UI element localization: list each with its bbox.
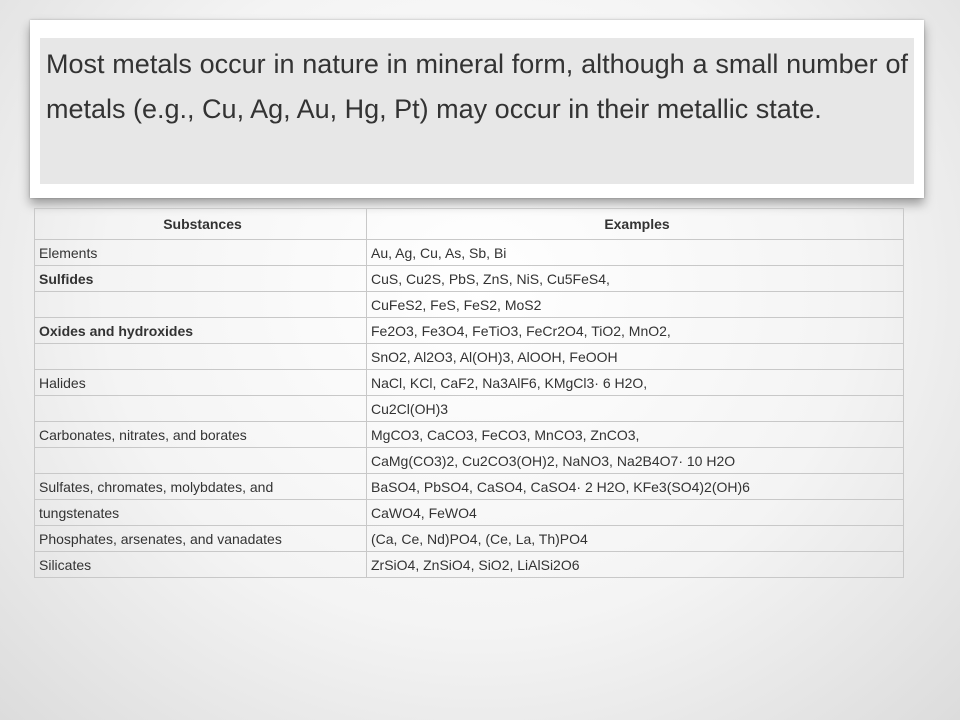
substance-cell <box>35 396 367 422</box>
examples-cell: ZrSiO4, ZnSiO4, SiO2, LiAlSi2O6 <box>367 552 904 578</box>
header-examples: Examples <box>367 209 904 240</box>
callout-text: Most metals occur in nature in mineral form, although a small number of metals (e.g., Cu, Ag, Au, Hg, Pt) may occur in their metallic state. <box>46 49 908 124</box>
table-row <box>35 552 904 578</box>
examples-cell: NaCl, KCl, CaF2, Na3AlF6, KMgCl3· 6 H2O, <box>367 370 904 396</box>
table-row <box>35 422 904 448</box>
table-row <box>35 448 904 474</box>
table-row <box>35 500 904 526</box>
header-substances: Substances <box>35 209 367 240</box>
examples-cell: SnO2, Al2O3, Al(OH)3, AlOOH, FeOOH <box>367 344 904 370</box>
substance-cell: Carbonates, nitrates, and borates <box>35 422 367 448</box>
examples-cell: (Ca, Ce, Nd)PO4, (Ce, La, Th)PO4 <box>367 526 904 552</box>
table-header-row <box>35 209 904 240</box>
table-row <box>35 526 904 552</box>
substance-cell: Elements <box>35 240 367 266</box>
examples-cell: CaMg(CO3)2, Cu2CO3(OH)2, NaNO3, Na2B4O7· 10 H2O <box>367 448 904 474</box>
examples-cell: CuS, Cu2S, PbS, ZnS, NiS, Cu5FeS4, <box>367 266 904 292</box>
table-row <box>35 474 904 500</box>
table-row <box>35 396 904 422</box>
substance-cell: Oxides and hydroxides <box>35 318 367 344</box>
table-row <box>35 266 904 292</box>
substance-cell <box>35 344 367 370</box>
substance-cell: Sulfides <box>35 266 367 292</box>
substance-cell <box>35 448 367 474</box>
substance-cell: Silicates <box>35 552 367 578</box>
examples-cell: BaSO4, PbSO4, CaSO4, CaSO4· 2 H2O, KFe3(SO4)2(OH)6 <box>367 474 904 500</box>
table-row <box>35 240 904 266</box>
substance-cell: tungstenates <box>35 500 367 526</box>
examples-cell: MgCO3, CaCO3, FeCO3, MnCO3, ZnCO3, <box>367 422 904 448</box>
table-row <box>35 344 904 370</box>
examples-cell: Fe2O3, Fe3O4, FeTiO3, FeCr2O4, TiO2, MnO2, <box>367 318 904 344</box>
examples-cell: Au, Ag, Cu, As, Sb, Bi <box>367 240 904 266</box>
examples-cell: CaWO4, FeWO4 <box>367 500 904 526</box>
substance-cell: Phosphates, arsenates, and vanadates <box>35 526 367 552</box>
table-row <box>35 318 904 344</box>
substance-cell: Halides <box>35 370 367 396</box>
examples-cell: CuFeS2, FeS, FeS2, MoS2 <box>367 292 904 318</box>
table-row <box>35 370 904 396</box>
substance-cell: Sulfates, chromates, molybdates, and <box>35 474 367 500</box>
examples-cell: Cu2Cl(OH)3 <box>367 396 904 422</box>
callout-box <box>30 20 924 198</box>
substance-cell <box>35 292 367 318</box>
table-row <box>35 292 904 318</box>
minerals-table <box>34 208 904 578</box>
